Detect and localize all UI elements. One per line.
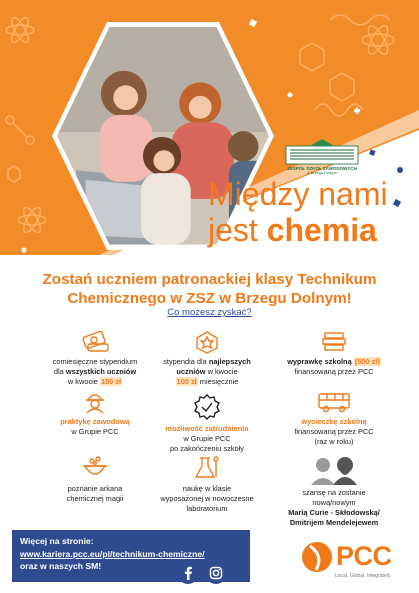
benefit-9-bold1: Marią Curie - Skłodowską/ [288, 508, 380, 517]
benefit-5-title: możliwość zatrudnienia [165, 424, 249, 433]
pcc-slogan: Local. Global. Integrated. [335, 573, 391, 579]
more-info-title: Więcej na stronie: [20, 536, 94, 546]
intro-title-line2: Chemicznego w ZSZ w Brzegu Dolnym! [67, 290, 352, 307]
benefit-school-kit [272, 330, 396, 377]
benefit-6-title: wycieczkę szkolną [301, 417, 367, 426]
benefit-1-line2 [40, 367, 150, 377]
benefit-7-line1: poznanie arkana [67, 484, 123, 493]
benefit-3-line1 [272, 357, 396, 367]
benefit-3-line2: finansowaną przez PCC [294, 367, 374, 376]
benefit-2-bold1: najlepszych [208, 357, 251, 366]
money-icon [80, 330, 110, 354]
benefit-1-line3 [40, 377, 150, 387]
benefit-2-kwota: w kwocie [205, 367, 238, 376]
instagram-icon[interactable] [204, 561, 228, 585]
benefit-2-amount: 100 zł [176, 377, 197, 386]
pcc-logo-text: PCC [336, 541, 392, 571]
check-badge-icon [192, 393, 222, 421]
intro-question: Co możesz zyskać? [167, 307, 252, 318]
headline-line1: Między nami [208, 176, 388, 212]
benefit-8-line2: wyposażonej w nowoczesne [160, 494, 254, 503]
intro-title-line1: Zostań uczniem patronackiej klasy Technikum [42, 271, 377, 288]
benefit-1-line1: comiesięczne stypendium [52, 357, 138, 366]
more-info-url[interactable]: www.kariera.pcc.eu/pl/technikum-chemiczne/ [20, 549, 205, 559]
benefit-modern-lab [150, 455, 264, 514]
cauldron-icon [80, 455, 110, 481]
more-info-sm: oraz w naszych SM! [20, 561, 102, 571]
benefit-2-bold2: uczniów [176, 367, 206, 376]
benefit-8-line1: naukę w klasie [182, 484, 232, 493]
benefit-6-line2: finansowaną przez PCC [294, 427, 374, 436]
benefit-school-trip [272, 390, 396, 447]
benefit-7-line2: chemicznej magii [66, 494, 124, 503]
benefit-4-line2: w Grupie PCC [71, 427, 119, 436]
benefit-1-dla: dla [53, 367, 66, 376]
lab-flask-icon [192, 455, 222, 481]
books-icon [319, 330, 349, 354]
headline-jest: jest [208, 212, 267, 248]
benefit-internship [40, 390, 150, 437]
headline-line2 [208, 212, 408, 248]
zsz-logo-sub: w Brzegu Dolnym [307, 171, 337, 175]
benefit-9-line2: nową/nowym [312, 498, 356, 507]
benefit-3-amount: (500 zł) [354, 357, 380, 366]
benefit-8-line3: laboratorium [186, 504, 228, 513]
benefit-scholarship-all [40, 330, 150, 387]
facebook-icon[interactable] [176, 561, 200, 585]
zsz-logo-name: ZESPÓŁ SZKÓŁ ZAWODOWYCH [287, 166, 357, 171]
scientists-portrait [307, 455, 361, 485]
headline [208, 176, 408, 248]
benefit-2-monthly: miesięcznie [197, 377, 239, 386]
pcc-logo-mark [300, 540, 334, 574]
benefit-1-kwota-label: w kwocie [67, 377, 100, 386]
bus-icon [316, 390, 352, 414]
headline-chemia: chemia [266, 212, 377, 248]
benefit-3-bold: wyprawkę szkolną [287, 357, 352, 366]
benefit-1-amount: 100 zł [100, 377, 122, 386]
benefit-famous-scientist [272, 455, 396, 528]
benefit-2-line1 [150, 357, 264, 367]
star-badge-icon [192, 330, 222, 354]
intro-title [20, 270, 399, 308]
benefit-2-line2 [150, 367, 264, 377]
benefit-5-line2: w Grupie PCC [183, 434, 231, 443]
benefit-2-line3 [150, 377, 264, 387]
benefit-2-dla: stypendia dla [163, 357, 209, 366]
benefit-9-line1: szansę na zostanie [302, 488, 366, 497]
benefit-9-line3 [272, 508, 396, 518]
worker-icon [80, 390, 110, 414]
benefit-9-bold2: Dmitrijem Mendelejewem [289, 518, 379, 527]
benefit-scholarship-best [150, 330, 264, 387]
benefit-9-line4 [272, 518, 396, 528]
benefit-4-title: praktykę zawodową [60, 417, 130, 426]
zsz-logo-text [282, 166, 362, 175]
benefit-employment [150, 393, 264, 454]
benefit-1-bold: wszystkich uczniów [65, 367, 137, 376]
benefit-6-line3: (raz w roku) [314, 437, 354, 446]
benefit-5-line3: po zakończeniu szkoły [170, 444, 244, 453]
benefit-chemistry-magic [40, 455, 150, 504]
